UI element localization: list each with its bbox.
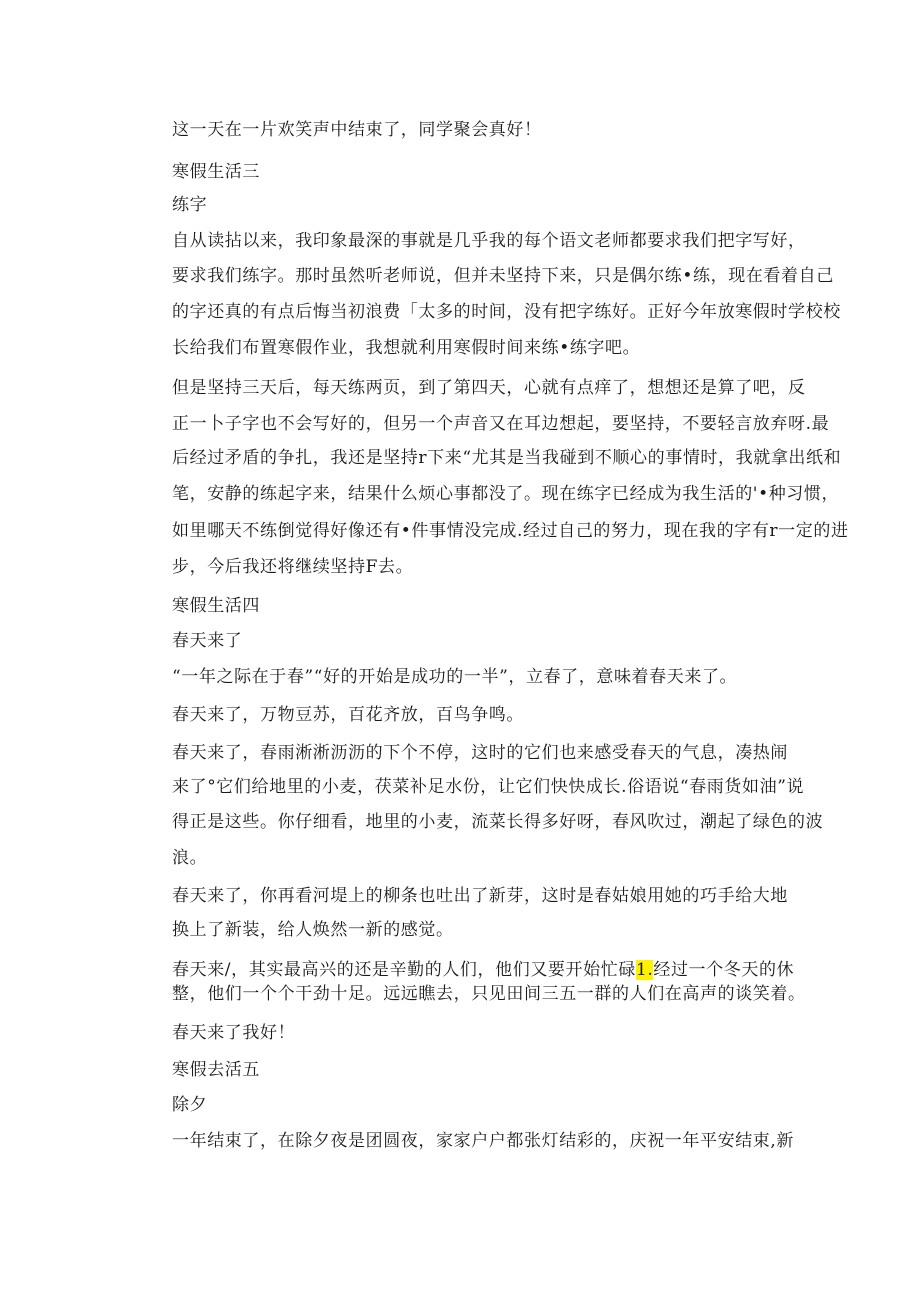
paragraph-line: 但是坚持三天后，每天练两页，到了第四天，心就有点痒了，想想还是算了吧，反 xyxy=(172,378,806,398)
paragraph-line: 如里哪天不练倒觉得好像还有•件事情没完成.经过自己的努力，现在我的字有r一定的进 xyxy=(172,521,849,541)
section-title: 春天来了 xyxy=(172,631,243,651)
paragraph-line: 正一卜子字也不会写好的，但另一个声音又在耳边想起，要坚持，不要轻言放弃呀.最 xyxy=(172,414,830,434)
paragraph-line: 浪。 xyxy=(172,848,208,868)
paragraph-line: 换上了新装，给人焕然一新的感觉。 xyxy=(172,920,454,940)
paragraph-line: 后经过矛盾的争扎，我还是坚持r下来“尤其是当我碰到不顺心的事情时，我就拿出纸和 xyxy=(172,448,842,468)
paragraph-line: 笔，安静的练起字来，结果什么烦心事都没了。现在练字已经成为我生活的'•种习惯， xyxy=(172,484,840,504)
paragraph-line: “一年之际在于春”“好的开始是成功的一半”，立春了，意味着春天来了。 xyxy=(172,667,738,687)
text-span: 春天来/，其实最高兴的还是辛勤的人们，他们又要开始忙碌 xyxy=(172,960,636,980)
section-title: 除夕 xyxy=(172,1095,208,1115)
paragraph-line: 春天来了我好！ xyxy=(172,1023,296,1043)
paragraph-line: 得正是这些。你仔细看，地里的小麦，流菜长得多好呀，春风吹过，潮起了绿色的波 xyxy=(172,812,824,832)
paragraph-line: 步，今后我还将继续坚持F去。 xyxy=(172,557,414,577)
paragraph-line: 春天来了，你再看河堤上的柳条也吐出了新芽，这时是春姑娘用她的巧手给大地 xyxy=(172,886,788,906)
section-heading: 寒假生活四 xyxy=(172,596,260,616)
paragraph-line: 自从读拈以来，我印象最深的事就是几乎我的每个语文老师都要求我们把字写好， xyxy=(172,231,806,251)
paragraph-line: 这一天在一片欢笑声中结束了，同学聚会真好！ xyxy=(172,120,542,140)
paragraph-line xyxy=(172,960,794,980)
paragraph-line: 要求我们练字。那时虽然听老师说，但并未坚持下来，只是偶尔练•练，现在看着自己 xyxy=(172,266,834,286)
paragraph-line: 一年结束了，在除夕夜是团圆夜，家家户户都张灯结彩的，庆祝一年平安结束,新 xyxy=(172,1131,795,1151)
paragraph-line: 春天来了，万物豆苏，百花齐放，百鸟争鸣。 xyxy=(172,705,524,725)
paragraph-line: 来了°它们给地里的小麦，茯菜补足水份，让它们快快成长.俗语说“春雨货如油”说 xyxy=(172,777,805,797)
paragraph-line: 春天来了，春雨淅淅沥沥的下个不停，这时的它们也来感受春天的气息，凑热闹 xyxy=(172,743,788,763)
section-heading: 寒假去活五 xyxy=(172,1060,260,1080)
paragraph-line: 整，他们一个个干劲十足。远远瞧去，只见田间三五一群的人们在高声的谈笑着。 xyxy=(172,984,806,1004)
text-span: 经过一个冬天的休 xyxy=(653,960,795,980)
section-heading: 寒假生活三 xyxy=(172,162,260,182)
highlighted-text: 1. xyxy=(635,960,654,980)
paragraph-line: 的字还真的有点后悔当初浪费「太多的时间，没有把字练好。正好今年放寒假时学校校 xyxy=(172,302,841,322)
paragraph-line: 长给我们布置寒假作业，我想就利用寒假时间来练•练字吧。 xyxy=(172,338,641,358)
section-title: 练字 xyxy=(172,195,208,215)
